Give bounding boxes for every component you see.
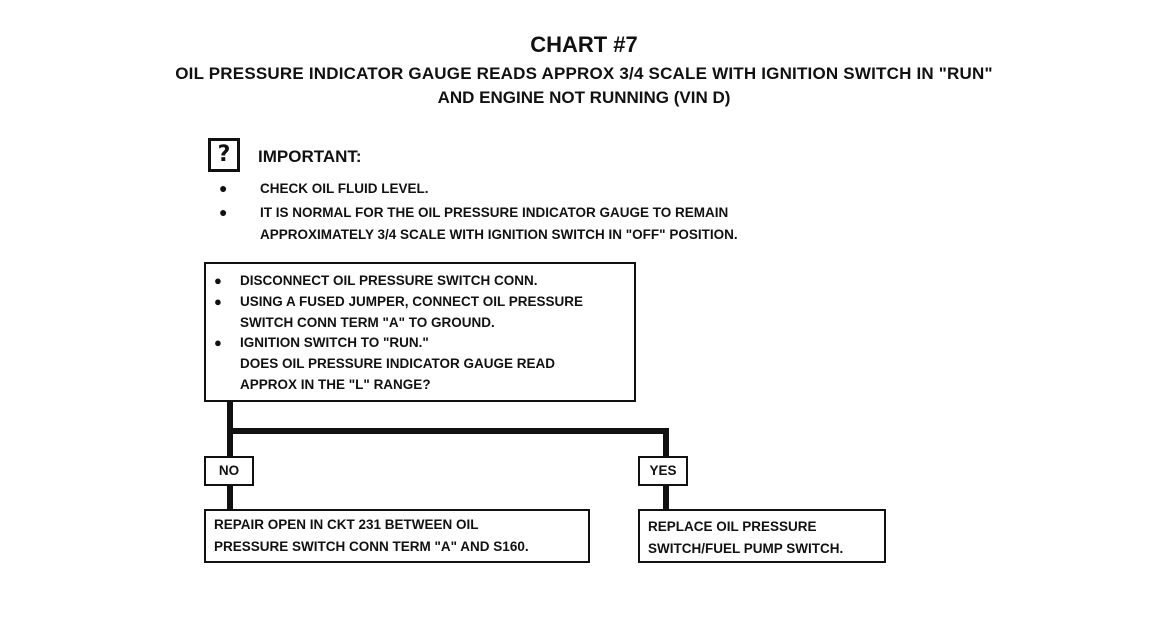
bullet-dot: ● xyxy=(219,204,228,220)
bullet-dot: ● xyxy=(214,273,222,288)
question-line-4: IGNITION SWITCH TO "RUN." xyxy=(240,335,429,350)
no-branch-label: NO xyxy=(204,456,254,486)
question-line-5: DOES OIL PRESSURE INDICATOR GAUGE READ xyxy=(240,356,556,371)
important-bullet-2-cont: APPROXIMATELY 3/4 SCALE WITH IGNITION SWITCH IN "OFF" POSITION. xyxy=(260,227,738,242)
no-result-line-1: REPAIR OPEN IN CKT 231 BETWEEN OIL xyxy=(214,517,479,532)
yes-result-box xyxy=(638,509,886,563)
question-line-3: SWITCH CONN TERM "A" TO GROUND. xyxy=(240,315,495,330)
bullet-dot: ● xyxy=(214,335,222,350)
important-bullet-2: IT IS NORMAL FOR THE OIL PRESSURE INDICATOR GAUGE TO REMAIN xyxy=(260,205,729,220)
question-line-6: APPROX IN THE "L" RANGE? xyxy=(240,377,431,392)
connector-line xyxy=(663,428,669,458)
no-result-box xyxy=(204,509,590,563)
chart-title: CHART #7 xyxy=(530,32,638,57)
no-result-line-2: PRESSURE SWITCH CONN TERM "A" AND S160. xyxy=(214,539,529,554)
connector-line xyxy=(663,484,669,511)
yes-result-line-2: SWITCH/FUEL PUMP SWITCH. xyxy=(648,541,844,556)
connector-line xyxy=(227,484,233,511)
bullet-dot: ● xyxy=(219,180,228,196)
question-box xyxy=(204,262,636,402)
important-bullet-1: CHECK OIL FLUID LEVEL. xyxy=(260,181,429,196)
yes-result-line-1: REPLACE OIL PRESSURE xyxy=(648,519,817,534)
connector-line xyxy=(227,428,669,434)
yes-branch-label: YES xyxy=(638,456,688,486)
question-icon: ? xyxy=(208,138,240,172)
question-line-1: DISCONNECT OIL PRESSURE SWITCH CONN. xyxy=(240,273,538,288)
question-line-2: USING A FUSED JUMPER, CONNECT OIL PRESSURE xyxy=(240,294,584,309)
chart-subtitle-line1: OIL PRESSURE INDICATOR GAUGE READS APPROX 3/4 SCALE WITH IGNITION SWITCH IN "RUN" xyxy=(175,64,993,83)
chart-subtitle-line2: AND ENGINE NOT RUNNING (VIN D) xyxy=(437,88,731,107)
bullet-dot: ● xyxy=(214,294,222,309)
important-label: IMPORTANT: xyxy=(258,147,362,166)
